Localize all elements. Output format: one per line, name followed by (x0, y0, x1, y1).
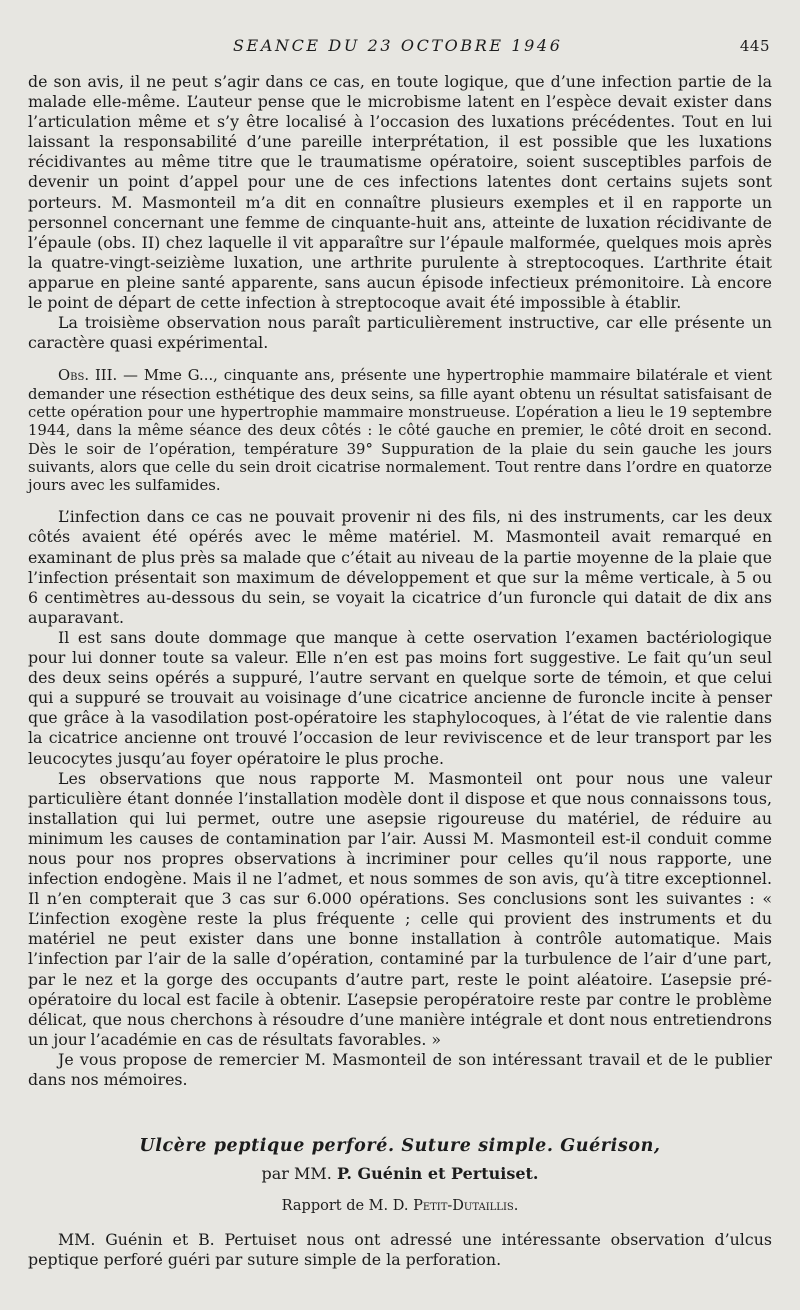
body-text (28, 72, 772, 1270)
report-name: Petit-Dutaillis. (413, 1198, 519, 1215)
article-title: Ulcère peptique perforé. Suture simple. Guérison, (139, 1136, 661, 1157)
report-line (28, 1196, 772, 1216)
observation-block (28, 367, 772, 495)
article-authors (28, 1162, 772, 1186)
paragraph: Les observations que nous rapporte M. Masmonteil ont pour nous une valeur particulière étant donnée l’installation modèle dont il dispose et que nous connaissons tous, installation qui lui permet, outre une asepsie rigoureuse du matériel, de réduire au minimum les causes de contamination par l’air. Aussi M. Masmonteil est-il conduit comme nous pour nos propres observations à incriminer pour celles qu’il nous rapporte, une infection endogène. Mais il ne l’admet, et nous sommes de son avis, qu’à titre exceptionnel. Il n’en compterait que 3 cas sur 6.000 opérations. Ses conclusions sont les suivantes : « L’infection exogène reste la plus fréquente ; celle qui provient des instruments et du matériel ne peut exister dans une bonne installation à contrôle automatique. Mais l’infection par l’air de la salle d’opération, contaminé par la turbulence de l’air d’une part, par le nez et la gorge des occupants d’autre part, reste le point aléatoire. L’asepsie pré-opératoire du local est facile à obtenir. L’asepsie peropératoire reste par contre le problème délicat, que nous cherchons à résoudre d’une manière intégrale et dont nous entretiendrons un jour l’académie en cas de résultats favorables. » (28, 768, 772, 1049)
paragraph: MM. Guénin et B. Pertuiset nous ont adressé une intéressante observation d’ulcus peptique perforé guéri par suture simple de la perforation. (28, 1230, 772, 1270)
observation-text: — Mme G..., cinquante ans, présente une hypertrophie mammaire bilatérale et vient demander une résection esthétique des deux seins, sa fille ayant obtenu un résultat satisfaisant de cette opération pour une hypertrophie mammaire monstrueuse. L’opération a lieu le 19 septembre 1944, dans la même séance des deux côtés : le côté gauche en premier, le côté droit en second. Dès le soir de l’opération, température 39° Suppuration de la plaie du sein gauche les jours suivants, alors que celle du sein droit cicatrise normalement. Tout rentre dans l’ordre en quatorze jours avec les sulfamides. (28, 367, 772, 495)
report-prefix: Rapport de M. D. (281, 1198, 414, 1215)
paragraph: Je vous propose de remercier M. Masmonteil de son intéressant travail et de le publier dans nos mémoires. (28, 1049, 772, 1090)
page-number: 445 (739, 37, 770, 55)
paragraph: Il est sans doute dommage que manque à cette oservation l’examen bactériologique pour lui donner toute sa valeur. Elle n’en est pas moins fort suggestive. Le fait qu’un seul des deux seins opérés a suppuré, l’autre servant en quelque sorte de témoin, et que celui qui a suppuré se trouvait au voisinage d’une cicatrice ancienne de furoncle incite à penser que grâce à la vasodilation post-opératoire les staphylocoques, à l’état de vie ralentie dans la cicatrice ancienne ont trouvé l’occasion de leur reviviscence et de leur transport par les leucocytes jusqu’au foyer opératoire le plus proche. (28, 627, 772, 768)
authors-names: P. Guénin et Pertuiset. (336, 1164, 539, 1184)
article-heading (28, 1134, 772, 1216)
running-title: SEANCE DU 23 OCTOBRE 1946 (233, 36, 563, 55)
paragraph: de son avis, il ne peut s’agir dans ce cas, en toute logique, que d’une infection partie de la malade elle-même. L’auteur pense que le microbisme latent en l’espèce devait exister dans l’articulation même et s’y être localisé à l’occasion des luxations précédentes. Tout en lui laissant la responsabilité d’une pareille interprétation, il est possible que les luxations récidivantes au même titre que le traumatisme opératoire, soient susceptibles parfois de devenir un point d’appel pour une de ces infections latentes dont certains sujets sont porteurs. M. Masmonteil m’a dit en connaître plusieurs exemples et il en rapporte un personnel concernant une femme de cinquante-huit ans, atteinte de luxation récidivante de l’épaule (obs. II) chez laquelle il vit apparaître sur l’épaule malformée, quelques mois après la quatre-vingt-seizième luxation, une arthrite purulente à streptocoques. L’arthrite était apparue en pleine santé apparente, sans aucun épisode infectieux prémonitoire. Là encore le point de départ de cette infection à streptocoque avait été impossible à établir. (28, 72, 772, 313)
paragraph: L’infection dans ce cas ne pouvait provenir ni des fils, ni des instruments, car les deux côtés avaient été opérés avec le même matériel. M. Masmonteil avait remarqué en examinant de plus près sa malade que c’était au niveau de la partie moyenne de la plaie que l’infection présentait son maximum de développement et que sur la même verticale, à 5 ou 6 centimètres au-dessous du sein, se voyait la cicatrice d’un furoncle qui datait de dix ans auparavant. (28, 507, 772, 627)
authors-prefix: par MM. (261, 1164, 337, 1184)
page-header (0, 36, 800, 58)
paragraph: La troisième observation nous paraît particulièrement instructive, car elle présente un caractère quasi expérimental. (28, 313, 772, 353)
observation-label: Obs. III. (58, 367, 118, 385)
